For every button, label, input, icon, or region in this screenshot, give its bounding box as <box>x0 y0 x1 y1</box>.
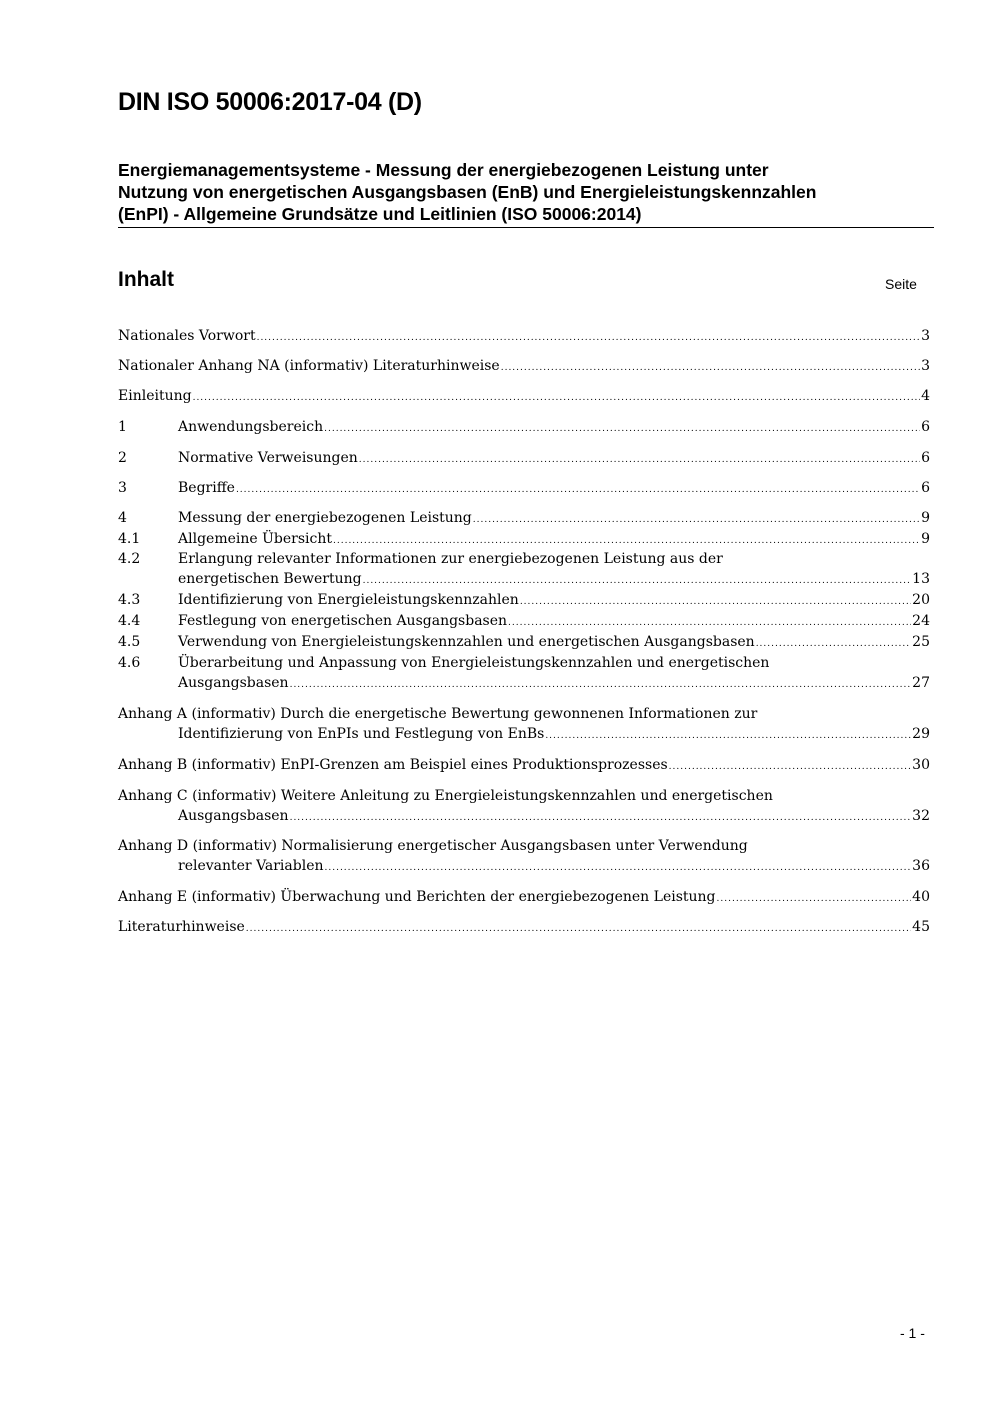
toc-dot-leader <box>363 571 912 591</box>
toc-entry-label: Erlangung relevanter Informationen zur energiebezogenen Leistung aus der <box>178 551 723 567</box>
subtitle-line: (EnPI) - Allgemeine Grundsätze und Leitlinien (ISO 50006:2014) <box>118 204 642 224</box>
toc-entry-number: 4.1 <box>118 531 141 547</box>
toc-entry[interactable] <box>118 887 930 907</box>
toc-entry[interactable] <box>118 611 930 631</box>
toc-entry-number: 4.5 <box>118 634 141 650</box>
toc-entry-page: 27 <box>912 675 930 691</box>
toc-entry[interactable] <box>118 356 930 376</box>
toc-entry[interactable] <box>118 755 930 775</box>
toc-entry-page: 3 <box>921 358 930 374</box>
document-title: DIN ISO 50006:2017-04 (D) <box>118 88 422 116</box>
toc-dot-leader <box>756 634 911 654</box>
toc-entry[interactable] <box>118 448 930 468</box>
toc-entry-continuation[interactable] <box>118 806 930 826</box>
toc-entry-label: Anhang C (informativ) Weitere Anleitung zu Energieleistungskennzahlen und energetischen <box>118 788 773 804</box>
subtitle-line: Energiemanagementsysteme - Messung der energiebezogenen Leistung unter <box>118 160 769 180</box>
toc-entry-page: 32 <box>912 808 930 824</box>
toc-entry-label: Einleitung <box>118 388 192 404</box>
toc-entry-page: 20 <box>912 592 930 608</box>
toc-entry-page: 4 <box>921 388 930 404</box>
toc-entry-number: 4.6 <box>118 655 141 671</box>
toc-entry-number: 3 <box>118 480 127 496</box>
toc-entry-label: Festlegung von energetischen Ausgangsbasen <box>178 613 508 629</box>
toc-entry[interactable] <box>118 786 930 806</box>
toc-dot-leader <box>193 388 921 408</box>
toc-entry-page: 36 <box>912 858 930 874</box>
page-column-label: Seite <box>885 276 917 292</box>
toc-entry-continuation[interactable] <box>118 856 930 876</box>
toc-entry-label: Verwendung von Energieleistungskennzahlen und energetischen Ausgangsbasen <box>178 634 755 650</box>
toc-entry-number: 1 <box>118 419 127 435</box>
toc-entry[interactable] <box>118 529 930 549</box>
toc-entry-label: Überarbeitung und Anpassung von Energieleistungskennzahlen und energetischen <box>178 655 770 671</box>
document-subtitle <box>118 159 934 228</box>
toc-entry-label: Begriffe <box>178 480 235 496</box>
toc-entry-label: Anwendungsbereich <box>178 419 324 435</box>
toc-dot-leader <box>508 613 911 633</box>
toc-dot-leader <box>545 726 911 746</box>
toc-entry[interactable] <box>118 590 930 610</box>
toc-entry-page: 45 <box>912 919 930 935</box>
toc-dot-leader <box>290 675 912 695</box>
toc-entry-label: Ausgangsbasen <box>178 808 289 824</box>
toc-dot-leader <box>324 419 920 439</box>
toc-entry-label: relevanter Variablen <box>178 858 324 874</box>
toc-entry-label: Literaturhinweise <box>118 919 245 935</box>
toc-dot-leader <box>669 757 912 777</box>
toc-dot-leader <box>359 450 920 470</box>
toc-entry-page: 6 <box>921 419 930 435</box>
toc-entry-label: Ausgangsbasen <box>178 675 289 691</box>
toc-entry-label: Identifizierung von Energieleistungskennzahlen <box>178 592 519 608</box>
toc-entry-label: Anhang E (informativ) Überwachung und Berichten der energiebezogenen Leistung <box>118 889 716 905</box>
toc-dot-leader <box>236 480 920 500</box>
page-number: - 1 - <box>900 1325 925 1341</box>
toc-entry-label: Nationales Vorwort <box>118 328 256 344</box>
toc-entry-page: 13 <box>912 571 930 587</box>
toc-entry-page: 6 <box>921 480 930 496</box>
toc-entry[interactable] <box>118 326 930 346</box>
toc-entry-number: 4.2 <box>118 551 141 567</box>
toc-entry-label: Nationaler Anhang NA (informativ) Literaturhinweise <box>118 358 500 374</box>
toc-entry-page: 9 <box>921 510 930 526</box>
toc-entry-continuation[interactable] <box>118 724 930 744</box>
toc-entry-label: Allgemeine Übersicht <box>178 531 332 547</box>
toc-entry-page: 25 <box>912 634 930 650</box>
toc-dot-leader <box>717 889 912 909</box>
toc-dot-leader <box>520 592 911 612</box>
toc-entry-continuation[interactable] <box>118 569 930 589</box>
toc-heading: Inhalt <box>118 268 174 291</box>
toc-entry[interactable] <box>118 653 930 673</box>
toc-dot-leader <box>290 808 912 828</box>
toc-entry-number: 4 <box>118 510 127 526</box>
toc-entry[interactable] <box>118 632 930 652</box>
toc-dot-leader <box>257 328 921 348</box>
toc-entry-label: Anhang B (informativ) EnPI-Grenzen am Beispiel eines Produktionsprozesses <box>118 757 668 773</box>
toc-entry-page: 3 <box>921 328 930 344</box>
toc-entry-label: Normative Verweisungen <box>178 450 358 466</box>
toc-entry-page: 30 <box>912 757 930 773</box>
toc-entry-label: Identifizierung von EnPIs und Festlegung von EnBs <box>178 726 545 742</box>
toc-entry-label: Anhang A (informativ) Durch die energetische Bewertung gewonnenen Informationen zur <box>118 706 758 722</box>
subtitle-line: Nutzung von energetischen Ausgangsbasen (EnB) und Energieleistungskennzahlen <box>118 182 817 202</box>
toc-entry[interactable] <box>118 836 930 856</box>
toc-entry[interactable] <box>118 417 930 437</box>
toc-entry-page: 9 <box>921 531 930 547</box>
toc-entry-label: energetischen Bewertung <box>178 571 362 587</box>
toc-entry[interactable] <box>118 549 930 569</box>
toc-entry-number: 2 <box>118 450 127 466</box>
toc-entry[interactable] <box>118 917 930 937</box>
toc-entry-number: 4.3 <box>118 592 141 608</box>
toc-dot-leader <box>325 858 912 878</box>
toc-dot-leader <box>246 919 911 939</box>
toc-entry-number: 4.4 <box>118 613 141 629</box>
toc-dot-leader <box>501 358 920 378</box>
toc-entry[interactable] <box>118 478 930 498</box>
toc-dot-leader <box>473 510 920 530</box>
toc-entry[interactable] <box>118 386 930 406</box>
toc-entry-page: 29 <box>912 726 930 742</box>
toc-entry[interactable] <box>118 704 930 724</box>
toc-entry-label: Anhang D (informativ) Normalisierung energetischer Ausgangsbasen unter Verwendung <box>118 838 748 854</box>
toc-entry-continuation[interactable] <box>118 673 930 693</box>
toc-entry-page: 40 <box>912 889 930 905</box>
toc-entry[interactable] <box>118 508 930 528</box>
toc-entry-label: Messung der energiebezogenen Leistung <box>178 510 472 526</box>
toc-entry-page: 24 <box>912 613 930 629</box>
toc-dot-leader <box>333 531 920 551</box>
toc-entry-page: 6 <box>921 450 930 466</box>
